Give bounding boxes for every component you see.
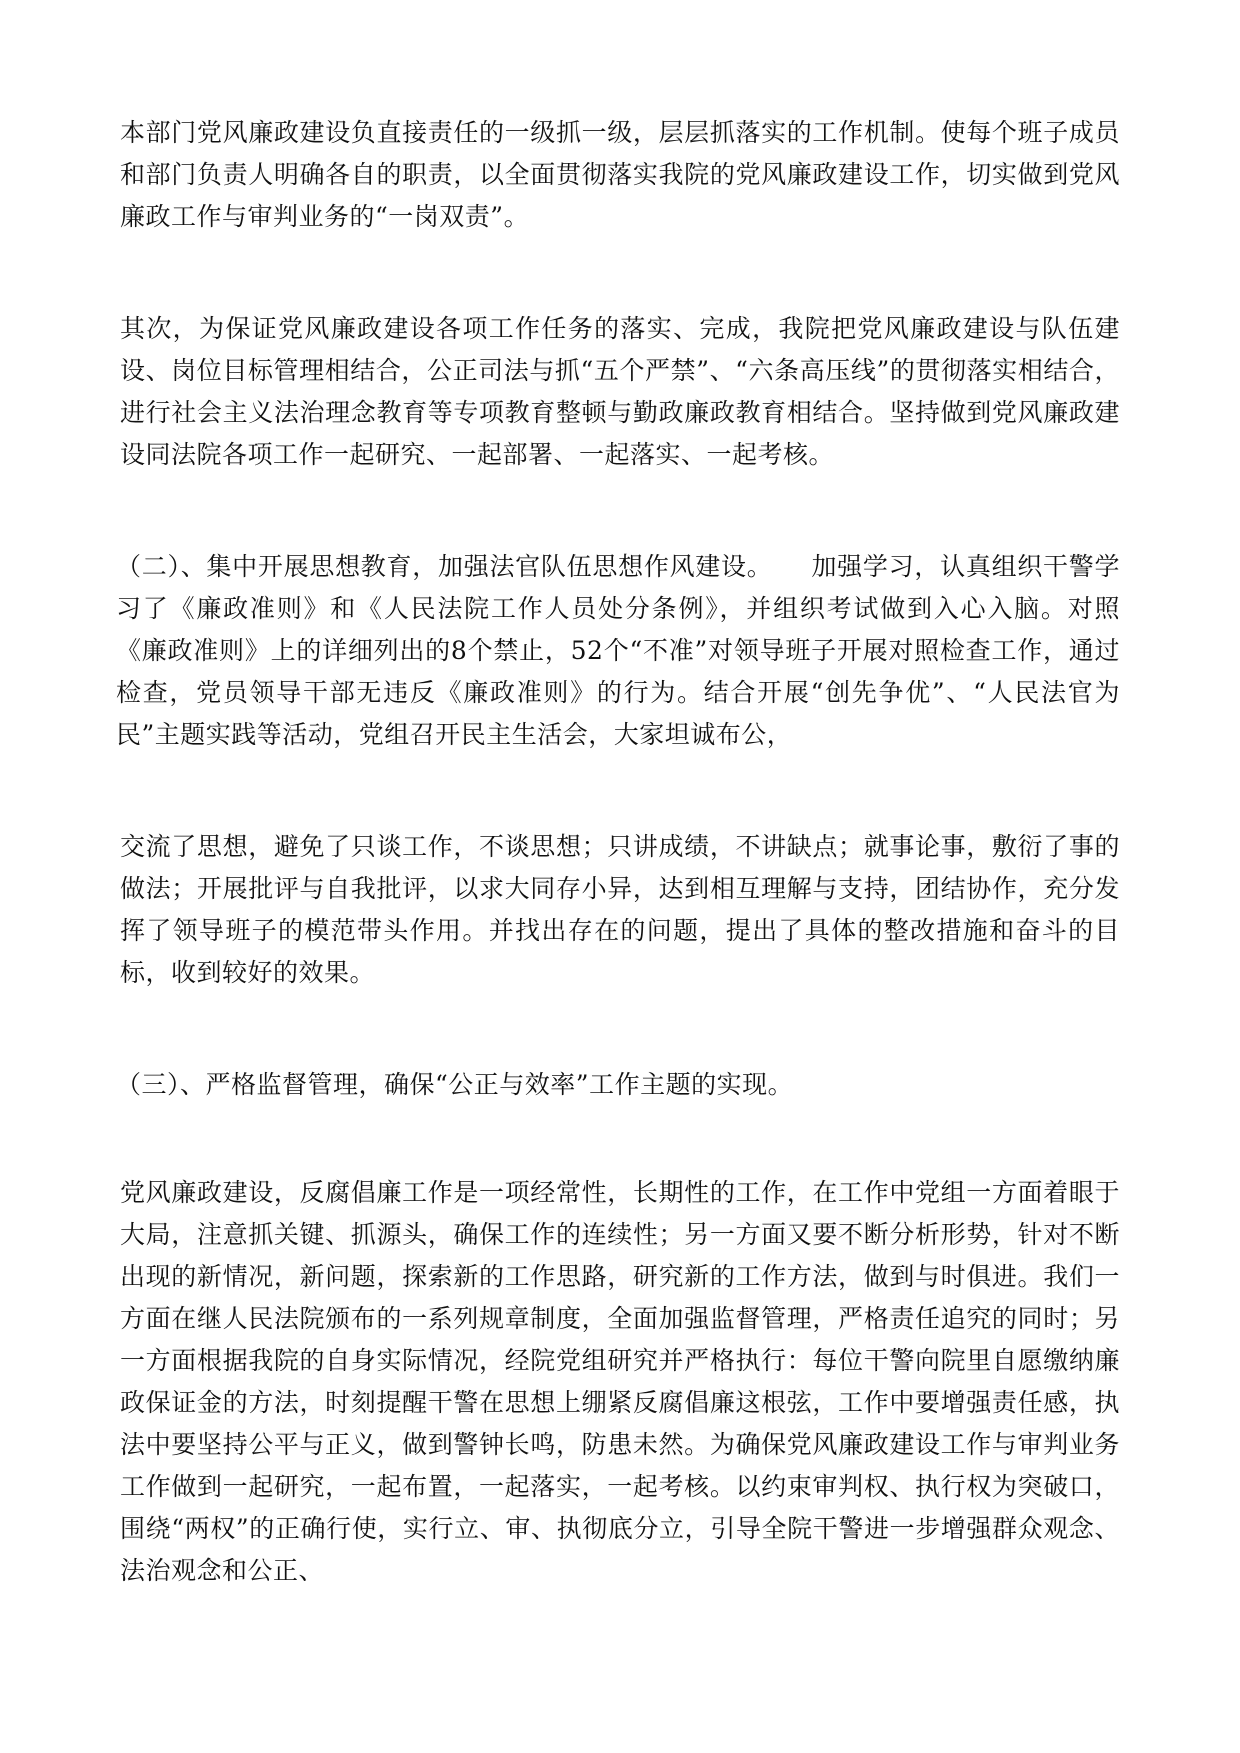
paragraph-responsibility-mechanism: 本部门党风廉政建设负直接责任的一级抓一级，层层抓落实的工作机制。使每个班子成员和部门负责人明确各自的职责，以全面贯彻落实我院的党风廉政建设工作，切实做到党风廉政工作与审判业务的“一岗双责”。 [120,118,1120,231]
paragraph-supervision-management: 党风廉政建设，反腐倡廉工作是一项经常性，长期性的工作，在工作中党组一方面着眼于大局，注意抓关键、抓源头，确保工作的连续性；另一方面又要不断分析形势，针对不断出现的新情况，新问题，探索新的工作思路，研究新的工作方法，做到与时俱进。我们一方面在继人民法院颁布的一系列规章制度，全面加强监督管理，严格责任追究的同时；另一方面根据我院的自身实际情况，经院党组研究并严格执行：每位干警向院里自愿缴纳廉政保证金的方法，时刻提醒干警在思想上绷紧反腐倡廉这根弦，工作中要增强责任感，执法中要坚持公平与正义，做到警钟长鸣，防患未然。为确保党风廉政建设工作与审判业务工作做到一起研究，一起布置，一起落实，一起考核。以约束审判权、执行权为突破口，围绕“两权”的正确行使，实行立、审、执彻底分立，引导全院干警进一步增强群众观念、法治观念和公正、 [120,1178,1120,1585]
paragraph-section-two: （二）、集中开展思想教育，加强法官队伍思想作风建设。 加强学习，认真组织干警学习了《廉政准则》和《人民法院工作人员处分条例》，并组织考试做到入心入脑。对照《廉政准则》上的详细列出的8个禁止，52个“不准”对领导班子开展对照检查工作，通过检查，党员领导干部无违反《廉政准则》的行为。结合开展“创先争优”、“人民法官为民”主题实践等活动，党组召开民主生活会，大家坦诚布公， [116,552,1120,749]
paragraph-democratic-life: 交流了思想，避免了只谈工作，不谈思想；只讲成绩，不讲缺点；就事论事，敷衍了事的做法；开展批评与自我批评，以求大同存小异，达到相互理解与支持，团结协作，充分发挥了领导班子的模范带头作用。并找出存在的问题，提出了具体的整改措施和奋斗的目标，收到较好的效果。 [120,832,1120,987]
section-heading-three: （三）、严格监督管理，确保“公正与效率”工作主题的实现。 [116,1070,794,1099]
paragraph-integration-work: 其次，为保证党风廉政建设各项工作任务的落实、完成，我院把党风廉政建设与队伍建设、岗位目标管理相结合，公正司法与抓“五个严禁”、“六条高压线”的贯彻落实相结合，进行社会主义法治理念教育等专项教育整顿与勤政廉政教育相结合。坚持做到党风廉政建设同法院各项工作一起研究、一起部署、一起落实、一起考核。 [120,314,1120,469]
